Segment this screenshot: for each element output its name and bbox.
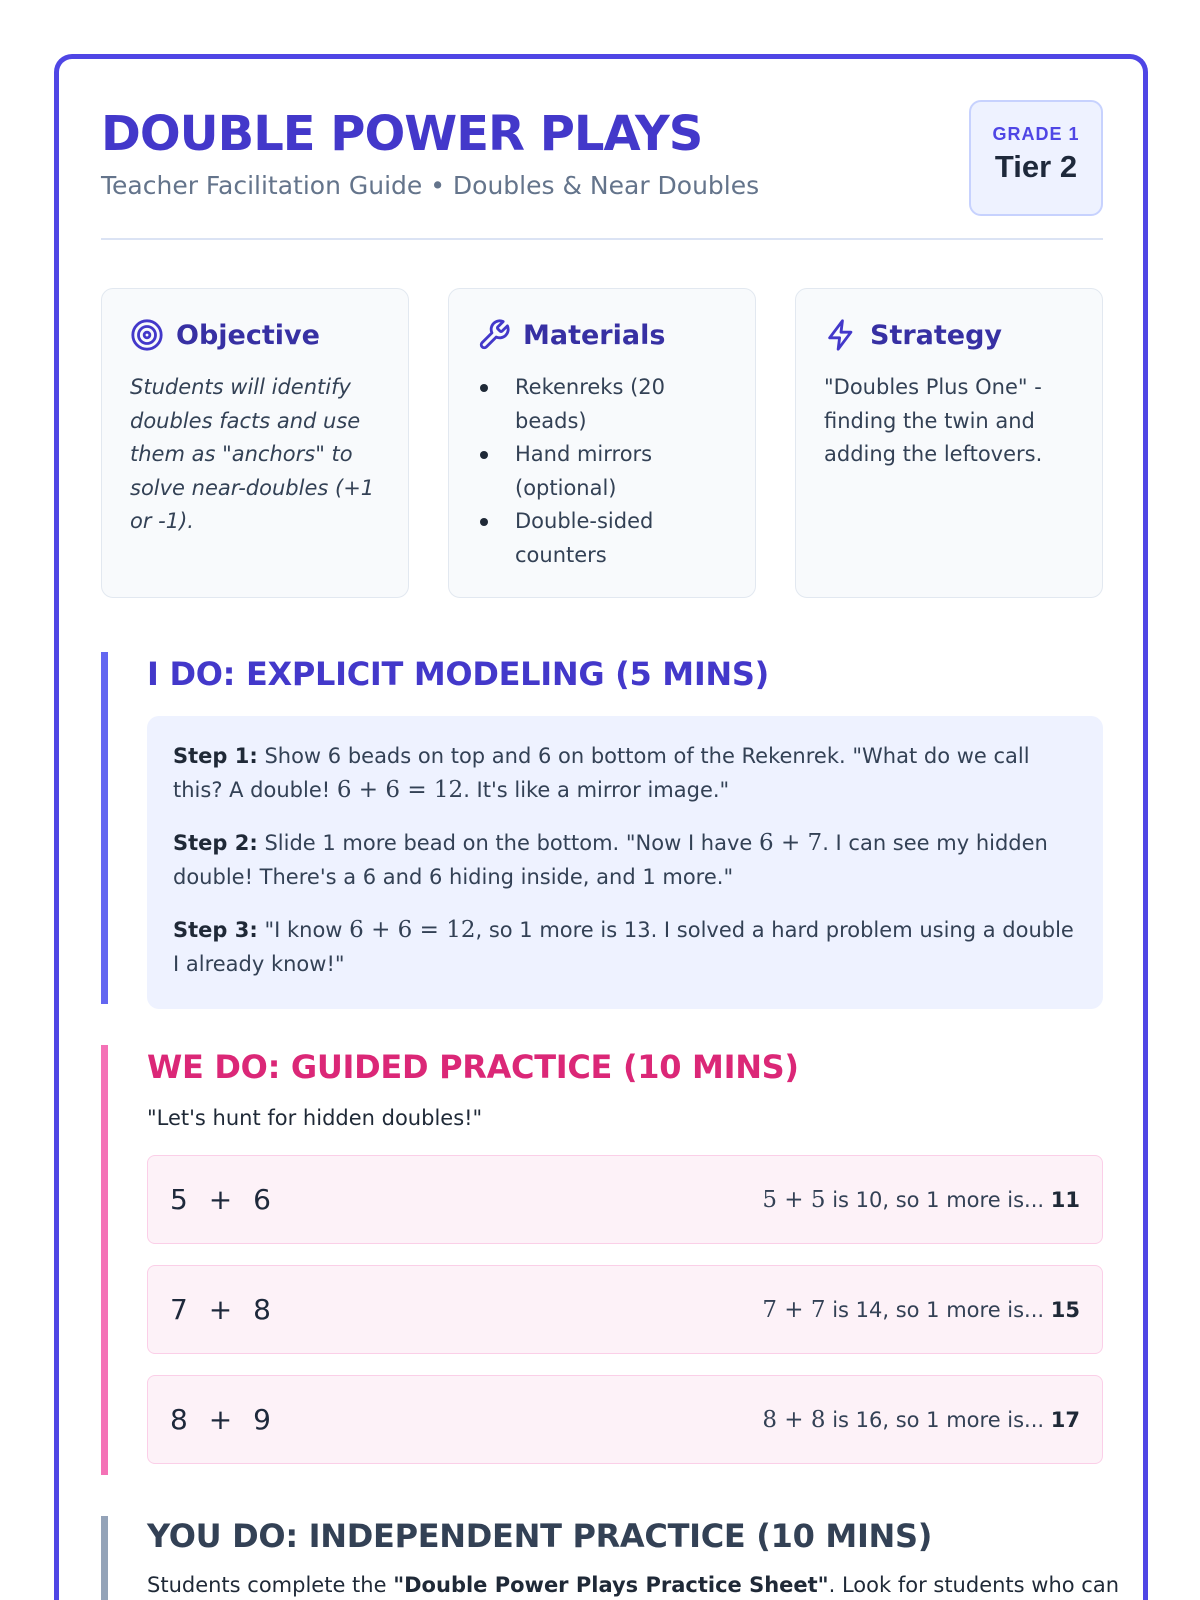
i-do-title: I DO: EXPLICIT MODELING (5 MINS) [147,655,769,693]
practice-problem [147,1155,1103,1244]
objective-card [101,288,409,598]
lightning-icon [824,318,858,352]
step-1: Step 1: Show 6 beads on top and 6 on bottom of the Rekenrek. "What do we call this? A double! 6 + 6 = 12. It's like a mirror image." [173,744,1030,803]
section-accent-bar [101,652,108,1004]
target-icon [130,318,164,352]
materials-title: Materials [523,319,666,351]
grade-badge [969,100,1103,216]
page-subtitle: Teacher Facilitation Guide • Doubles & Near Doubles [101,171,760,200]
section-accent-bar [101,1516,108,1600]
materials-card [448,288,756,598]
wrench-icon [477,318,511,352]
problem-expression: 5 + 6 [170,1183,271,1216]
problem-expression: 8 + 9 [170,1403,271,1436]
modeling-steps [147,716,1103,1009]
page-title: DOUBLE POWER PLAYS [101,106,703,162]
we-do-section [101,1045,1103,1475]
problem-hint: 5 + 5 is 10, so 1 more is... 11 [762,1186,1080,1213]
problem-expression: 7 + 8 [170,1293,271,1326]
you-do-text: Students complete the "Double Power Plays Practice Sheet". Look for students who can [147,1573,1119,1597]
section-accent-bar [101,1045,108,1475]
strategy-text: "Doubles Plus One" - finding the twin and adding the leftovers. [824,375,1043,466]
we-do-intro: "Let's hunt for hidden doubles!" [147,1106,483,1130]
problem-hint: 8 + 8 is 16, so 1 more is... 17 [762,1406,1080,1433]
strategy-title: Strategy [870,319,1003,351]
tier-label: Tier 2 [994,149,1078,184]
list-item: Double-sided counters [477,505,727,572]
materials-list [477,371,727,572]
header [101,100,1103,240]
you-do-title: YOU DO: INDEPENDENT PRACTICE (10 MINS) [147,1517,933,1555]
objective-title: Objective [176,319,320,351]
list-item: Rekenreks (20 beads) [477,371,727,438]
we-do-title: WE DO: GUIDED PRACTICE (10 MINS) [147,1048,799,1086]
list-item: Hand mirrors (optional) [477,438,727,505]
practice-problem [147,1375,1103,1464]
step-3: Step 3: "I know 6 + 6 = 12, so 1 more is 13. I solved a hard problem using a double I already know!" [173,917,1074,976]
step-2: Step 2: Slide 1 more bead on the bottom. "Now I have 6 + 7. I can see my hidden double! There's a 6 and 6 hiding inside, and 1 more." [173,830,1048,889]
objective-text: Students will identify doubles facts and use them as "anchors" to solve near-doubles (+1 or -1). [130,375,375,533]
strategy-card [795,288,1103,598]
practice-problem [147,1265,1103,1354]
grade-label: GRADE 1 [992,124,1080,144]
i-do-section [101,652,1103,1004]
problem-hint: 7 + 7 is 14, so 1 more is... 15 [762,1296,1080,1323]
you-do-section [101,1516,1119,1600]
